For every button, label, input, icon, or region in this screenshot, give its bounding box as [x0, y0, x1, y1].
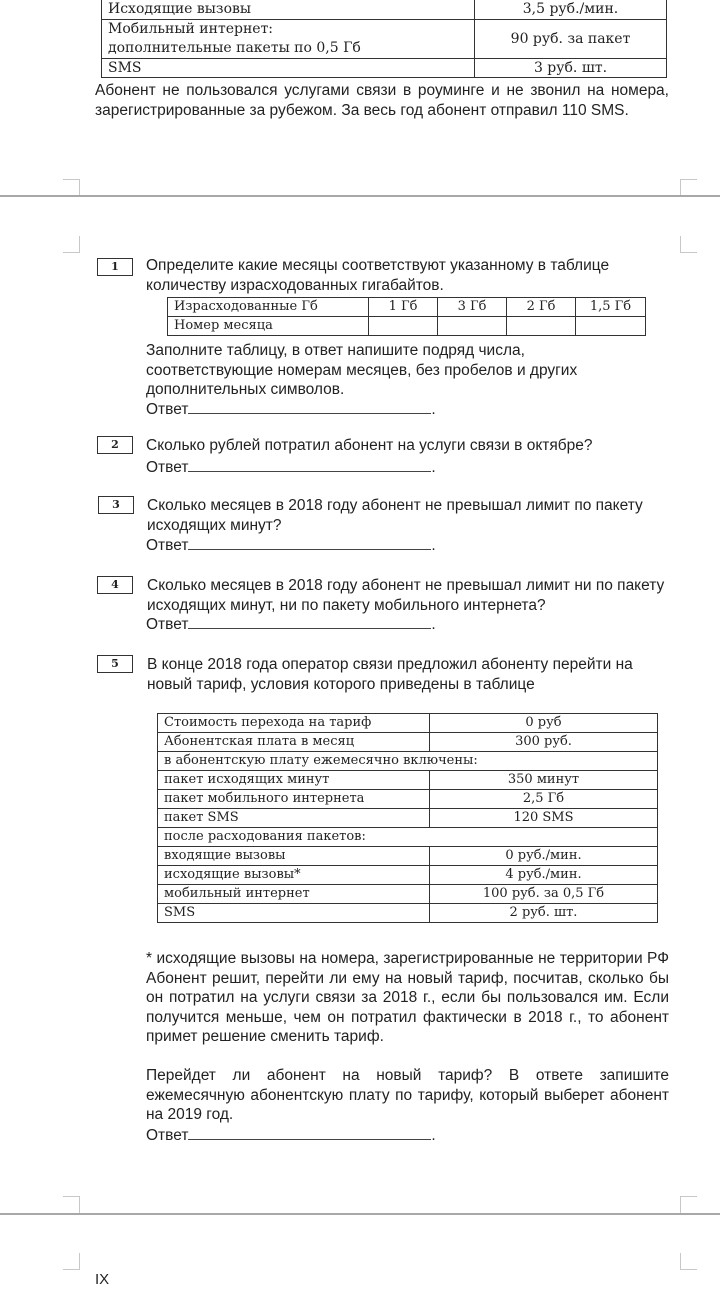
- month-number-cell[interactable]: [369, 317, 438, 336]
- answer-line[interactable]: [188, 457, 431, 472]
- task-number-box: 3: [98, 496, 134, 514]
- task-text: Сколько месяцев в 2018 году абонент не превышал лимит ни по пакету исходящих минут, ни по пакету мобильного интернета?: [147, 577, 665, 614]
- table-cell-label: пакет SMS: [158, 809, 430, 828]
- table-row: [102, 20, 667, 59]
- table-cell-label: входящие вызовы: [158, 847, 430, 866]
- answer-field[interactable]: [146, 457, 436, 477]
- table-section-label: после расходования пакетов:: [158, 828, 658, 847]
- task-text: Сколько рублей потратил абонент на услуги связи в октябре?: [146, 437, 593, 454]
- task-number-box: 4: [97, 576, 133, 594]
- table-cell-value: 0 руб./мин.: [430, 847, 658, 866]
- answer-end: .: [431, 401, 436, 418]
- table-cell-label: Исходящие вызовы: [102, 0, 475, 20]
- answer-field[interactable]: [146, 399, 436, 419]
- table-cell-label: пакет мобильного интернета: [158, 790, 430, 809]
- table-section-row: [158, 828, 658, 847]
- gigabytes-table: [167, 297, 646, 336]
- page-corner-mark: [680, 179, 697, 196]
- table-cell-value: 2 руб. шт.: [430, 904, 658, 923]
- month-number-cell[interactable]: [438, 317, 507, 336]
- next-page-fragment: IX: [95, 1271, 110, 1288]
- table-cell: 1,5 Гб: [576, 298, 646, 317]
- intro-paragraph: Абонент не пользовался услугами связи в роуминге и не звонил на номера, зарегистрированные за рубежом. За весь год абонент отправил 110 SMS.: [95, 82, 669, 119]
- table-row: [102, 0, 667, 20]
- table-row: [158, 847, 658, 866]
- task-number-box: 1: [97, 258, 133, 276]
- answer-line[interactable]: [188, 614, 431, 629]
- page-corner-mark: [680, 236, 697, 253]
- answer-label: Ответ: [146, 616, 189, 633]
- table-row: [168, 298, 646, 317]
- new-tariff-table: [157, 713, 658, 923]
- label-line: Мобильный интернет:: [108, 21, 274, 37]
- table-section-row: [158, 752, 658, 771]
- table-cell: 3 Гб: [438, 298, 507, 317]
- answer-label: Ответ: [146, 401, 189, 418]
- table-row: [158, 771, 658, 790]
- table-row: [158, 714, 658, 733]
- table-cell-value: 2,5 Гб: [430, 790, 658, 809]
- table-cell: 2 Гб: [507, 298, 576, 317]
- task-text: В конце 2018 года оператор связи предложил абоненту перейти на новый тариф, условия которого приведены в таблице: [147, 656, 633, 693]
- table-cell: 1 Гб: [369, 298, 438, 317]
- table-cell-value: 4 руб./мин.: [430, 866, 658, 885]
- table-cell-value: 100 руб. за 0,5 Гб: [430, 885, 658, 904]
- answer-label: Ответ: [146, 537, 189, 554]
- answer-end: .: [431, 1127, 436, 1144]
- page-corner-mark: [680, 1196, 697, 1213]
- answer-label: Ответ: [146, 1127, 189, 1144]
- task-question: Перейдет ли абонент на новый тариф? В ответе запишите ежемесячную абонентскую плату по тарифу, который выберет абонент на 2019 год.: [146, 1067, 669, 1123]
- table-row: [158, 885, 658, 904]
- table-cell-value: 120 SMS: [430, 809, 658, 828]
- table-cell-value: 300 руб.: [430, 733, 658, 752]
- table-section-label: в абонентскую плату ежемесячно включены:: [158, 752, 658, 771]
- task-instruction: Заполните таблицу, в ответ напишите подряд числа, соответствующие номерам месяцев, без пробелов и других дополнительных символов.: [146, 342, 578, 398]
- table-row: [158, 790, 658, 809]
- answer-field[interactable]: [146, 535, 436, 555]
- table-cell-value: 3 руб. шт.: [475, 59, 667, 78]
- top-tariff-table: [101, 0, 667, 78]
- table-row: [102, 59, 667, 78]
- answer-field[interactable]: [146, 614, 436, 634]
- table-cell-label: SMS: [102, 59, 475, 78]
- table-row: [158, 904, 658, 923]
- table-cell-value: 0 руб: [430, 714, 658, 733]
- answer-end: .: [431, 616, 436, 633]
- task-number-box: 5: [97, 655, 133, 673]
- page-corner-mark: [63, 179, 80, 196]
- table-cell-label: SMS: [158, 904, 430, 923]
- task-text: Сколько месяцев в 2018 году абонент не превышал лимит по пакету исходящих минут?: [147, 497, 643, 534]
- page-separator: [0, 1213, 720, 1215]
- answer-line[interactable]: [188, 535, 431, 550]
- label-line: дополнительные пакеты по 0,5 Гб: [108, 40, 361, 56]
- page-corner-mark: [63, 236, 80, 253]
- page-corner-mark: [680, 1253, 697, 1270]
- answer-end: .: [431, 537, 436, 554]
- page-corner-mark: [63, 1253, 80, 1270]
- answer-line[interactable]: [188, 1125, 431, 1140]
- table-cell-label: Абонентская плата в месяц: [158, 733, 430, 752]
- table-row: [158, 733, 658, 752]
- table-cell-label: пакет исходящих минут: [158, 771, 430, 790]
- month-number-cell[interactable]: [507, 317, 576, 336]
- task-number-box: 2: [97, 436, 133, 454]
- table-row: [168, 317, 646, 336]
- month-number-cell[interactable]: [576, 317, 646, 336]
- table-cell-value: 90 руб. за пакет: [475, 20, 667, 59]
- table-cell-label: исходящие вызовы*: [158, 866, 430, 885]
- page-separator: [0, 195, 720, 197]
- table-row: [158, 866, 658, 885]
- table-cell-label: [102, 20, 475, 59]
- answer-line[interactable]: [188, 399, 431, 414]
- footnote-paragraph: * исходящие вызовы на номера, зарегистрированные не территории РФ Абонент решит, перейти ли ему на новый тариф, посчитав, сколько бы он потратил на услуги связи за 2018 г., если бы пользовался им. Если получится меньше, чем он потратил фактически в 2018 г., то абонент примет решение сменить тариф.: [146, 950, 669, 1045]
- table-row: [158, 809, 658, 828]
- table-header-cell: Номер месяца: [168, 317, 369, 336]
- table-cell-label: Стоимость перехода на тариф: [158, 714, 430, 733]
- table-cell-value: 350 минут: [430, 771, 658, 790]
- page-corner-mark: [63, 1196, 80, 1213]
- answer-field[interactable]: [146, 1125, 436, 1145]
- task-text: Определите какие месяцы соответствуют указанному в таблице количеству израсходованных гигабайтов.: [146, 257, 610, 294]
- answer-label: Ответ: [146, 459, 189, 476]
- table-header-cell: Израсходованные Гб: [168, 298, 369, 317]
- answer-end: .: [431, 459, 436, 476]
- table-cell-value: 3,5 руб./мин.: [475, 0, 667, 20]
- table-cell-label: мобильный интернет: [158, 885, 430, 904]
